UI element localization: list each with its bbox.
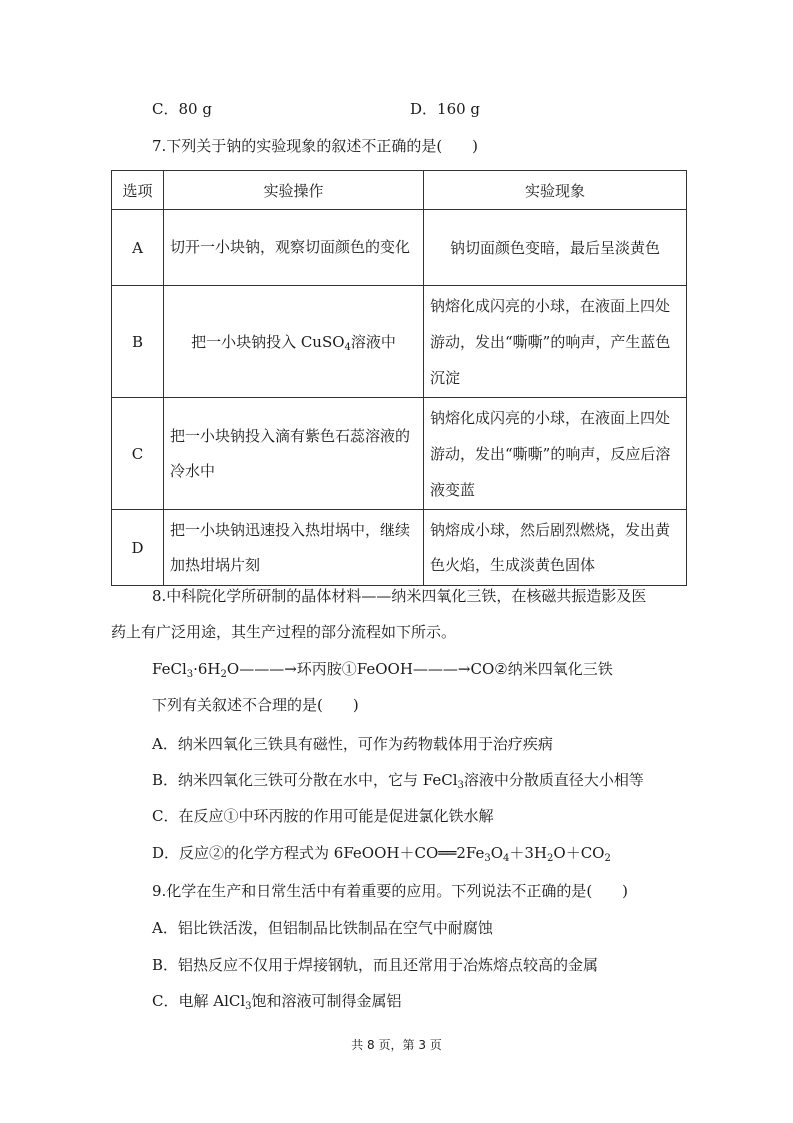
row-operation: 切开一小块钠，观察切面颜色的变化 (164, 210, 424, 286)
page-footer: 共 8 页，第 3 页 (351, 1038, 442, 1052)
subscript: 3 (245, 1001, 252, 1012)
q7-stem: 7.下列关于钠的实验现象的叙述不正确的是( ) (152, 137, 479, 155)
subscript: 4 (344, 342, 351, 353)
q9-option-a: A．铝比铁活泼，但铝制品比铁制品在空气中耐腐蚀 (152, 919, 493, 937)
flow-text: FeCl (152, 660, 187, 678)
table-row (112, 286, 687, 398)
q8-stem-line2: 药上有广泛用途，其生产过程的部分流程如下所示。 (111, 623, 457, 641)
q8-option-b (152, 770, 644, 790)
q9-option-b: B．铝热反应不仅用于焊接钢轨，而且还常用于冶炼熔点较高的金属 (152, 956, 599, 974)
option-text: 饱和溶液可制得金属铝 (251, 992, 402, 1010)
option-text: 溶液中分散质直径大小相等 (463, 771, 644, 789)
row-option: D (112, 510, 164, 586)
table-row (112, 398, 687, 510)
operation-text: 溶液中 (350, 333, 396, 351)
row-phenomenon: 钠熔成小球，然后剧烈燃烧，发出黄色火焰，生成淡黄色固体 (424, 510, 687, 586)
table-row (112, 510, 687, 586)
header-option: 选项 (112, 171, 164, 210)
q8-option-d (152, 843, 611, 863)
q7-table (111, 170, 687, 586)
q9-option-c (152, 991, 402, 1011)
equation-text: O＋CO (553, 844, 605, 862)
table-header-row (112, 171, 687, 210)
subscript: 3 (457, 780, 464, 791)
subscript: 2 (220, 669, 227, 680)
equation-text: O (490, 844, 504, 862)
q8-stem-line1: 8.中科院化学所研制的晶体材料——纳米四氧化三铁，在核磁共振造影及医 (152, 587, 647, 605)
table-row (112, 210, 687, 286)
subscript: 3 (186, 669, 194, 680)
row-operation (164, 286, 424, 398)
q9-stem: 9.化学在生产和日常生活中有着重要的应用。下列说法不正确的是( ) (152, 882, 629, 900)
option-text: C．电解 AlCl (152, 992, 246, 1010)
option-text: B．纳米四氧化三铁可分散在水中，它与 FeCl (152, 771, 458, 789)
row-phenomenon: 钠熔化成闪亮的小球，在液面上四处游动，发出“嘶嘶”的响声，产生蓝色沉淀 (424, 286, 687, 398)
operation-text: 把一小块钠投入 CuSO (191, 333, 345, 351)
row-operation: 把一小块钠投入滴有紫色石蕊溶液的冷水中 (164, 398, 424, 510)
row-operation: 把一小块钠迅速投入热坩埚中，继续加热坩埚片刻 (164, 510, 424, 586)
equation-text: D．反应②的化学方程式为 6FeOOH＋CO══2Fe (152, 844, 485, 862)
flow-text: ·6H (193, 660, 221, 678)
row-phenomenon: 钠切面颜色变暗，最后呈淡黄色 (424, 210, 687, 286)
row-option: A (112, 210, 164, 286)
q8-question: 下列有关叙述不合理的是( ) (152, 696, 359, 714)
q6-option-c: C．80 g (152, 100, 212, 118)
subscript: 4 (503, 853, 510, 864)
equation-text: ＋3H (509, 844, 548, 862)
row-option: C (112, 398, 164, 510)
subscript: 3 (484, 853, 491, 864)
flow-text: O———→环丙胺①FeOOH———→CO②纳米四氧化三铁 (226, 660, 613, 678)
row-option: B (112, 286, 164, 398)
subscript: 2 (547, 853, 554, 864)
header-operation: 实验操作 (164, 171, 424, 210)
q6-option-d: D．160 g (410, 100, 481, 118)
row-phenomenon: 钠熔化成闪亮的小球，在液面上四处游动，发出“嘶嘶”的响声，反应后溶液变蓝 (424, 398, 687, 510)
header-phenomenon: 实验现象 (424, 171, 687, 210)
q8-flow (152, 659, 613, 679)
q8-option-a: A．纳米四氧化三铁具有磁性，可作为药物载体用于治疗疾病 (152, 735, 553, 753)
subscript: 2 (604, 853, 611, 864)
q8-option-c: C．在反应①中环丙胺的作用可能是促进氯化铁水解 (152, 807, 494, 825)
